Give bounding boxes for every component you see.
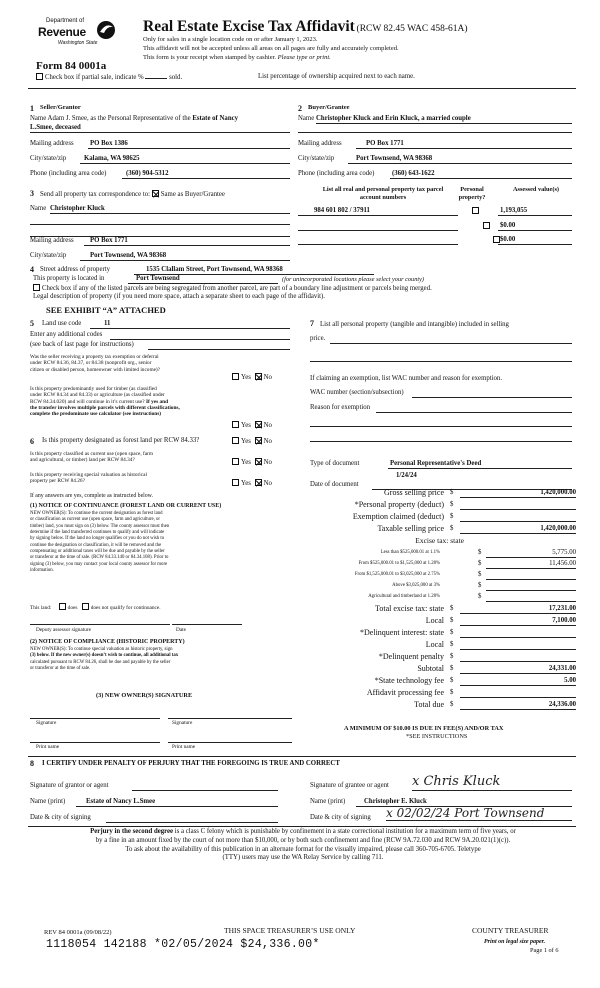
- historic-no-label: No: [263, 480, 272, 487]
- current-use-no-checkbox[interactable]: [255, 458, 262, 465]
- tax-row-amount[interactable]: 24,331.00: [460, 665, 576, 674]
- timber-yes-checkbox[interactable]: [232, 421, 239, 428]
- exemption-yes-checkbox[interactable]: [232, 373, 239, 380]
- currency-symbol: $: [450, 701, 454, 708]
- segregated-label: Check box if any of the listed parcels are being segregated from another parcel, are part of a boundary line adjustment or parcels being merged.: [42, 285, 432, 292]
- partial-sale-label: Check box if partial sale, indicate %: [45, 74, 144, 81]
- personal-property-col-header: Personal property?: [458, 186, 486, 201]
- personal-number: 7: [310, 319, 314, 328]
- deputy-date-line[interactable]: [172, 616, 242, 625]
- seller-number: 1: [30, 104, 34, 113]
- page-number: Page 1 of 6: [530, 947, 559, 954]
- legal-description-value[interactable]: SEE EXHIBIT “A” ATTACHED: [46, 305, 166, 315]
- print-name-label-1: Print name: [36, 744, 60, 750]
- tax-row: [300, 628, 576, 640]
- additional-codes-label: Enter any additional codes: [30, 331, 103, 338]
- deputy-signature-line[interactable]: [30, 616, 170, 625]
- forest-q1: Is this property designated as forest land per RCW 84.33?: [42, 437, 200, 444]
- current-use-q-line2: and agricultural, or timber) land per RCW 84.34?: [30, 457, 135, 464]
- tax-row: [300, 688, 576, 700]
- tax-row-amount[interactable]: 5,775.00: [486, 549, 576, 558]
- tax-row: [300, 500, 576, 512]
- timber-q-line3: RCW 84.34.020) and will continue in it’s current use?: [30, 398, 145, 405]
- wac-label: WAC number (section/subsection): [310, 389, 404, 396]
- tax-row-amount[interactable]: [460, 629, 576, 638]
- currency-symbol: $: [478, 593, 482, 600]
- landuse-code-field[interactable]: 11: [90, 320, 290, 329]
- notice-continuance-title: (1) NOTICE OF CONTINUANCE (FOREST LAND OR CURRENT USE): [30, 503, 222, 509]
- currency-symbol: $: [450, 513, 454, 520]
- tax-row: [300, 700, 576, 712]
- tax-row-amount[interactable]: 7,100.00: [460, 617, 576, 626]
- correspondence-name-field[interactable]: Christopher Kluck: [50, 205, 290, 214]
- tax-row: [300, 488, 576, 500]
- buyer-mail-field[interactable]: PO Box 1771: [356, 140, 572, 149]
- exempt-instruction: If claiming an exemption, list WAC number and reason for exemption.: [310, 375, 503, 382]
- divider-top: [28, 88, 576, 89]
- deputy-label: Deputy assessor signature: [36, 627, 92, 633]
- notice-compliance-title: (2) NOTICE OF COMPLIANCE (HISTORIC PROPERTY): [30, 639, 185, 645]
- currency-symbol: $: [450, 501, 454, 508]
- forest-no-label: No: [263, 438, 272, 445]
- partial-sale-sold: sold.: [169, 74, 183, 81]
- tax-row-label: Total excise tax: state: [375, 604, 444, 613]
- divider-certify: [28, 756, 576, 757]
- timber-q-bold1: If yes and: [145, 398, 169, 405]
- notice1-line-3: timber) land, you must sign on (3) below. The county assessor must then: [30, 523, 170, 529]
- grantor-name-label: Name (print): [30, 798, 66, 805]
- buyer-number: 2: [298, 104, 302, 113]
- tax-row-label: Excise tax: state: [415, 536, 464, 545]
- form-revision: REV 84 0001a (09/08/22): [44, 929, 112, 936]
- buyer-mail-label: Mailing address: [298, 140, 342, 147]
- perjury-line-4: (TTY) users may use the WA Relay Service by calling 711.: [222, 854, 384, 862]
- treasurer-use-label: THIS SPACE TREASURER’S USE ONLY: [224, 926, 356, 935]
- landuse-number: 5: [30, 319, 34, 328]
- assessed-value-3[interactable]: $0.00: [498, 236, 572, 245]
- tax-row: [300, 652, 576, 664]
- tax-row-label: Less than $525,000.01 at 1.1%: [380, 550, 440, 555]
- notice1-line-10: information.: [30, 567, 54, 573]
- perjury-line-3: To ask about the availability of this publication in an alternate format for the visually impaired, please call 360-705-6705. Teletype: [125, 845, 481, 853]
- historic-yes-label: Yes: [241, 480, 251, 487]
- tax-row-amount[interactable]: [460, 501, 576, 510]
- currency-symbol: $: [478, 582, 482, 589]
- parcels-col-header: List all real and personal property tax parcel account numbers: [322, 186, 444, 201]
- deputy-date-label: Date: [176, 627, 186, 633]
- buyer-name-line2[interactable]: [298, 124, 572, 133]
- does-label: does: [67, 605, 78, 611]
- any-yes-note: If any answers are yes, complete as instructed below.: [30, 493, 153, 499]
- tax-row: [300, 548, 576, 559]
- buyer-name-field[interactable]: Christopher Kluck and Erin Kluck, a married couple: [316, 115, 572, 124]
- seller-name-row: [30, 115, 290, 123]
- this-land-row: [30, 603, 161, 611]
- tax-row-amount[interactable]: 11,456.00: [486, 560, 576, 569]
- state-label: Washington State: [58, 40, 98, 46]
- correspondence-mail-field[interactable]: PO Box 1771: [84, 237, 290, 246]
- historic-q-line2: property per RCW 84.26?: [30, 478, 85, 485]
- forest-yes-label: Yes: [241, 438, 251, 445]
- parcel-field-1[interactable]: 984 601 802 / 37911: [298, 207, 458, 216]
- ownership-note: List percentage of ownership acquired next to each name.: [258, 73, 415, 80]
- see-instructions-note: *SEE INSTRUCTIONS: [406, 733, 468, 740]
- doc-type-field[interactable]: Personal Representative's Deed: [388, 460, 572, 469]
- timber-answer: [232, 421, 272, 430]
- tax-row: [300, 604, 576, 616]
- assessed-col-header: Assessed value(s): [512, 186, 559, 193]
- grantee-name-field[interactable]: Christopher E. Kluck: [356, 798, 572, 807]
- correspondence-name-line2[interactable]: [30, 216, 290, 225]
- exemption-question: [30, 354, 235, 373]
- tax-row-amount[interactable]: 5.00: [460, 677, 576, 686]
- personal-property-field-2[interactable]: [310, 353, 572, 362]
- department-label: Department of: [46, 18, 85, 24]
- tax-row: [300, 640, 576, 652]
- exemption-q-line1: Was the seller receiving a property tax exemption or deferral: [30, 354, 159, 360]
- located-field[interactable]: Port Townsend: [128, 275, 278, 284]
- county-treasurer-label: COUNTY TREASURER: [472, 926, 549, 935]
- parcel-field-3[interactable]: [298, 236, 458, 245]
- historic-no-checkbox[interactable]: [255, 479, 262, 486]
- personal-property-checkbox-2[interactable]: [483, 222, 490, 229]
- does-qualify-checkbox[interactable]: [59, 603, 66, 610]
- new-owner-signature-1[interactable]: [30, 710, 160, 719]
- form-title: Real Estate Excise Tax Affidavit: [143, 18, 355, 35]
- historic-answer: [232, 479, 272, 488]
- header-note-3-text: This form is your receipt when stamped by cashier.: [143, 54, 277, 61]
- seller-phone-label: Phone (including area code): [30, 170, 107, 177]
- seller-name-line2[interactable]: L.Smee, deceased: [30, 124, 290, 133]
- tax-row-label: Local: [425, 640, 444, 649]
- notice1-line-7: compensating or additional taxes will be due and payable by the seller: [30, 548, 165, 554]
- grantor-signature-field[interactable]: [132, 782, 278, 791]
- doc-date-label: Date of document: [310, 481, 359, 488]
- signature-label-1: Signature: [36, 720, 57, 726]
- doc-date-value[interactable]: 1/24/24: [396, 472, 417, 479]
- seller-mail-field[interactable]: PO Box 1386: [88, 140, 290, 149]
- notice1-line-5: by signing below. If the land no longer qualifies or you do not wish to: [30, 536, 165, 542]
- tax-row-label: Agricultural and timberland at 1.28%: [368, 594, 440, 599]
- tax-row-label: *Personal property (deduct): [354, 500, 444, 509]
- tax-row: [300, 664, 576, 676]
- grantee-date-field[interactable]: x 02/02/24 Port Townsend: [386, 806, 572, 821]
- parcel-field-2[interactable]: [298, 222, 458, 231]
- notice2-line-2: (3) below. If the new owner(s) doesn’t wish to continue, all additional tax: [30, 653, 179, 659]
- correspondence-text: Send all property tax correspondence to:: [40, 191, 151, 198]
- seller-phone-field[interactable]: (360) 904-5312: [122, 170, 290, 179]
- new-owner-print-1[interactable]: [30, 734, 160, 743]
- header-note-3: [143, 54, 331, 62]
- exemption-q-line3: citizen or disabled person, homeowner with limited income)?: [30, 366, 161, 373]
- currency-symbol: $: [450, 641, 454, 648]
- reason-field-2[interactable]: [310, 418, 572, 427]
- see-back-note: (see back of last page for instructions): [30, 341, 134, 348]
- personal-text-2: price.: [310, 335, 326, 342]
- revenue-swoosh-icon: [96, 20, 116, 40]
- notice-continuance-body: [30, 511, 295, 574]
- revenue-logo: [36, 18, 118, 54]
- timber-no-checkbox[interactable]: [255, 421, 262, 428]
- currency-symbol: $: [450, 689, 454, 696]
- tax-row: [300, 616, 576, 628]
- form-rcw: (RCW 82.45 WAC 458-61A): [356, 24, 468, 34]
- unincorporated-note: (for unincorporated locations please select your county): [282, 276, 424, 283]
- notice2-line-1: NEW OWNER(S): To continue special valuation as historic property, sign: [30, 647, 173, 652]
- tax-row: [300, 512, 576, 524]
- does-not-qualify-checkbox[interactable]: [82, 603, 89, 610]
- correspondence-row: [40, 190, 225, 199]
- currency-symbol: $: [450, 665, 454, 672]
- notice1-line-1: NEW OWNER(S): To continue the current designation as forest land: [30, 511, 163, 516]
- located-label: This property is located in: [33, 275, 105, 282]
- notice1-line-6: continue the designation or classification, it will be removed and the: [30, 542, 162, 548]
- does-not-label: does not qualify for continuance.: [90, 605, 161, 611]
- historic-q-line1: Is this property receiving special valuation as historical: [30, 472, 147, 478]
- tax-row-amount[interactable]: 17,231.00: [460, 605, 576, 614]
- exemption-no-label: No: [263, 374, 272, 381]
- tax-row: [300, 559, 576, 570]
- correspondence-city-field[interactable]: Port Townsend, WA 98368: [80, 252, 290, 261]
- seller-name-bold: Estate of Nancy: [192, 115, 239, 122]
- tax-row: [300, 592, 576, 603]
- currency-symbol: $: [478, 571, 482, 578]
- divider-perjury: [28, 826, 576, 827]
- exemption-no-checkbox[interactable]: [255, 373, 262, 380]
- this-land-label: This land:: [30, 605, 52, 611]
- tax-row-label: Local: [425, 616, 444, 625]
- assessed-value-1[interactable]: 1,193,055: [498, 207, 572, 216]
- notice2-line-3: calculated pursuant to RCW 84.26, shall be due and payable by the seller: [30, 659, 171, 665]
- currency-symbol: $: [478, 560, 482, 567]
- legal-size-note: Print on legal size paper.: [484, 939, 546, 945]
- notice2-line-4: or transferor at the time of sale.: [30, 666, 91, 672]
- exemption-yes-label: Yes: [241, 374, 251, 381]
- street-field[interactable]: 1535 Clallam Street, Port Townsend, WA 98368: [134, 266, 374, 275]
- tax-row-label: Taxable selling price: [377, 524, 444, 533]
- tax-row-amount[interactable]: [460, 689, 576, 698]
- tax-row: [300, 581, 576, 592]
- tax-row: [300, 570, 576, 581]
- assessed-value-2[interactable]: $0.00: [498, 222, 572, 231]
- tax-row-amount[interactable]: 1,420,000.00: [460, 525, 576, 534]
- currency-symbol: $: [450, 629, 454, 636]
- forest-q1-answer: [232, 437, 272, 446]
- timber-no-label: No: [263, 422, 272, 429]
- currency-symbol: $: [450, 605, 454, 612]
- tax-row-amount[interactable]: [486, 593, 576, 602]
- header-note-1: Only for sales in a single location code on or after January 1, 2023.: [143, 36, 318, 43]
- print-name-label-2: Print name: [172, 744, 196, 750]
- currency-symbol: $: [450, 677, 454, 684]
- current-use-yes-checkbox[interactable]: [232, 458, 239, 465]
- perjury-lead: Perjury in the second degree: [90, 828, 174, 835]
- notice1-line-2: or classification as current use (open space, farm and agriculture, or: [30, 517, 160, 523]
- seller-name-label: Name Adam J. Smee, as the Personal Representative of the: [30, 115, 191, 122]
- tax-row-amount[interactable]: [486, 582, 576, 591]
- currency-symbol: $: [450, 525, 454, 532]
- perjury-line-1: is a class C felony which is punishable by confinement in a state correctional institution for a maximum term of five years, or: [173, 828, 516, 835]
- wac-field[interactable]: [412, 389, 572, 398]
- buyer-name-label: Name: [298, 115, 315, 122]
- tax-row-label: Affidavit processing fee: [366, 688, 444, 697]
- correspondence-number: 3: [30, 189, 34, 198]
- seller-heading: Seller/Grantor: [40, 104, 81, 111]
- reason-field[interactable]: [376, 404, 572, 413]
- grantee-signature-field[interactable]: x Chris Kluck: [412, 774, 572, 791]
- additional-codes-field[interactable]: [110, 331, 290, 340]
- historic-yes-checkbox[interactable]: [232, 479, 239, 486]
- currency-symbol: $: [450, 617, 454, 624]
- tax-row-label: Subtotal: [417, 664, 444, 673]
- cashier-receipt-stamp: 1118054 142188 *02/05/2024 $24,336.00*: [46, 938, 320, 951]
- new-owner-signature-title: (3) NEW OWNER(S) SIGNATURE: [96, 692, 193, 699]
- buyer-phone-label: Phone (including area code): [298, 170, 375, 177]
- notice1-line-9: signing (3) below, you may contact your local county assessor for more: [30, 561, 168, 567]
- currency-symbol: $: [450, 653, 454, 660]
- tax-row-label: From $1,525,000.01 to $3,025,000 at 2.75%: [354, 572, 440, 577]
- partial-sale-checkbox[interactable]: [36, 73, 43, 80]
- revenue-wordmark: Revenue: [38, 25, 86, 39]
- timber-yes-label: Yes: [241, 422, 251, 429]
- personal-text: List all personal property (tangible and intangible) included in selling: [320, 321, 509, 328]
- new-owner-signature-2[interactable]: [168, 710, 292, 719]
- current-use-yes-label: Yes: [241, 459, 251, 466]
- doc-type-label: Type of document: [310, 460, 360, 467]
- forest-no-checkbox[interactable]: [255, 437, 262, 444]
- tax-row-label: *State technology fee: [374, 676, 444, 685]
- buyer-city-field[interactable]: Port Townsend, WA 98368: [348, 155, 572, 164]
- partial-sale-percent-field[interactable]: [145, 78, 167, 79]
- tax-row-label: Above $3,025,000 at 3%: [392, 583, 440, 588]
- grantor-date-field[interactable]: [106, 814, 278, 823]
- historic-question: [30, 472, 147, 485]
- partial-sale-row: [36, 73, 182, 82]
- tax-row: [300, 536, 576, 547]
- currency-symbol: $: [478, 549, 482, 556]
- perjury-line-2: by a fine in an amount fixed by the court of not more than $10,000, or by both such confinement and fine (RCW 9A.72.030 and RCW 9A.20.021(1)(c)).: [95, 836, 511, 844]
- tax-row-amount[interactable]: 1,420,000.00: [460, 489, 576, 498]
- landuse-label: Land use code: [42, 320, 82, 327]
- correspondence-name-label: Name: [30, 205, 47, 212]
- tax-row-label: *Delinquent interest: state: [360, 628, 444, 637]
- tax-row-amount[interactable]: [460, 653, 576, 662]
- segregated-checkbox[interactable]: [33, 284, 40, 291]
- form-number: Form 84 0001a: [36, 60, 107, 72]
- new-owner-print-2[interactable]: [168, 734, 292, 743]
- current-use-no-label: No: [263, 459, 272, 466]
- header-note-3-italic: Please type or print.: [277, 54, 331, 61]
- timber-q-line2: under RCW 84.34 and 84.33) or agriculture (as classified under: [30, 392, 165, 399]
- segregated-row: [33, 284, 432, 293]
- notice1-line-4: determine if the land transferred continues to qualify and will indicate: [30, 529, 165, 535]
- current-use-question: [30, 451, 153, 464]
- tax-row-label: Total due: [414, 700, 444, 709]
- reason-field-3[interactable]: [310, 433, 572, 442]
- correspondence-mail-label: Mailing address: [30, 237, 74, 244]
- tax-row-amount[interactable]: [460, 513, 576, 522]
- buyer-heading: Buyer/Grantee: [308, 104, 350, 111]
- grantor-signature-label: Signature of grantor or agent: [30, 782, 109, 789]
- timber-q-line1: Is this property predominantly used for timber (as classified: [30, 386, 157, 392]
- grantee-signature-label: Signature of grantee or agent: [310, 782, 389, 789]
- additional-codes-line2[interactable]: [148, 341, 290, 350]
- tax-row-label: From $525,000.01 to $1,525,000 at 1.28%: [358, 561, 440, 566]
- tax-row-amount[interactable]: [460, 641, 576, 650]
- tax-row: [300, 676, 576, 688]
- current-use-q-line1: Is this property classified as current use (open space, farm: [30, 451, 153, 457]
- form-title-row: [143, 18, 468, 37]
- certify-number: 8: [30, 759, 34, 768]
- grantee-name-label: Name (print): [310, 798, 346, 805]
- exemption-q-line2: under RCW 84.36, 84.37, or 84.38 (nonprofit org., senior: [30, 360, 152, 367]
- buyer-phone-field[interactable]: (360) 643-1622: [390, 170, 572, 179]
- personal-property-field-1[interactable]: [330, 335, 572, 344]
- grantee-date-label: Date & city of signing: [310, 814, 371, 821]
- tax-row-label: Exemption claimed (deduct): [352, 512, 444, 521]
- personal-property-checkbox-1[interactable]: [472, 207, 479, 214]
- currency-symbol: $: [450, 489, 454, 496]
- tax-row-label: Gross selling price: [384, 488, 444, 497]
- seller-city-field[interactable]: Kalama, WA 98625: [80, 155, 290, 164]
- buyer-city-label: City/state/zip: [298, 155, 335, 162]
- reason-label: Reason for exemption: [310, 404, 371, 411]
- tax-row-amount[interactable]: [486, 571, 576, 580]
- location-number: 4: [30, 265, 34, 274]
- current-use-answer: [232, 458, 272, 467]
- exemption-answer: [232, 373, 272, 382]
- timber-q-bold3: complete the predominate use calculator (see instructions): [30, 411, 162, 418]
- seller-city-label: City/state/zip: [30, 155, 67, 162]
- tax-row-label: *Delinquent penalty: [378, 652, 444, 661]
- perjury-notice: [30, 828, 576, 863]
- timber-q-bold2: the transfer involves multiple parcels with different classifications,: [30, 405, 180, 412]
- grantor-name-field[interactable]: Estate of Nancy L.Smee: [76, 798, 278, 807]
- street-label: Street address of property: [40, 266, 111, 273]
- forest-yes-checkbox[interactable]: [232, 437, 239, 444]
- correspondence-city-label: City/state/zip: [30, 252, 67, 259]
- same-as-buyer-label: Same as Buyer/Grantee: [160, 191, 225, 198]
- notice-compliance-body: [30, 647, 295, 673]
- header-note-2: This affidavit will not be accepted unless all areas on all pages are fully and accurately completed.: [143, 45, 399, 52]
- forest-number: 6: [30, 437, 34, 446]
- certify-title: I CERTIFY UNDER PENALTY OF PERJURY THAT THE FOREGOING IS TRUE AND CORRECT: [42, 760, 340, 767]
- notice1-line-8: or transferor at the time of sale. (RCW 84.33.140 or 84.34.108). Prior to: [30, 555, 169, 561]
- timber-question: [30, 386, 240, 418]
- tax-row-amount[interactable]: 24,336.00: [460, 701, 576, 710]
- legal-description-label: Legal description of property (if you need more space, attach a separate sheet to each page of the affidavit).: [33, 293, 326, 300]
- grantor-date-label: Date & city of signing: [30, 814, 91, 821]
- minimum-due-note: A MINIMUM OF $10.00 IS DUE IN FEE(S) AND/OR TAX: [344, 725, 504, 732]
- signature-label-2: Signature: [172, 720, 193, 726]
- seller-mail-label: Mailing address: [30, 140, 74, 147]
- tax-row: [300, 524, 576, 536]
- correspondence-name-line3[interactable]: [30, 228, 290, 237]
- same-as-buyer-checkbox[interactable]: [152, 190, 159, 197]
